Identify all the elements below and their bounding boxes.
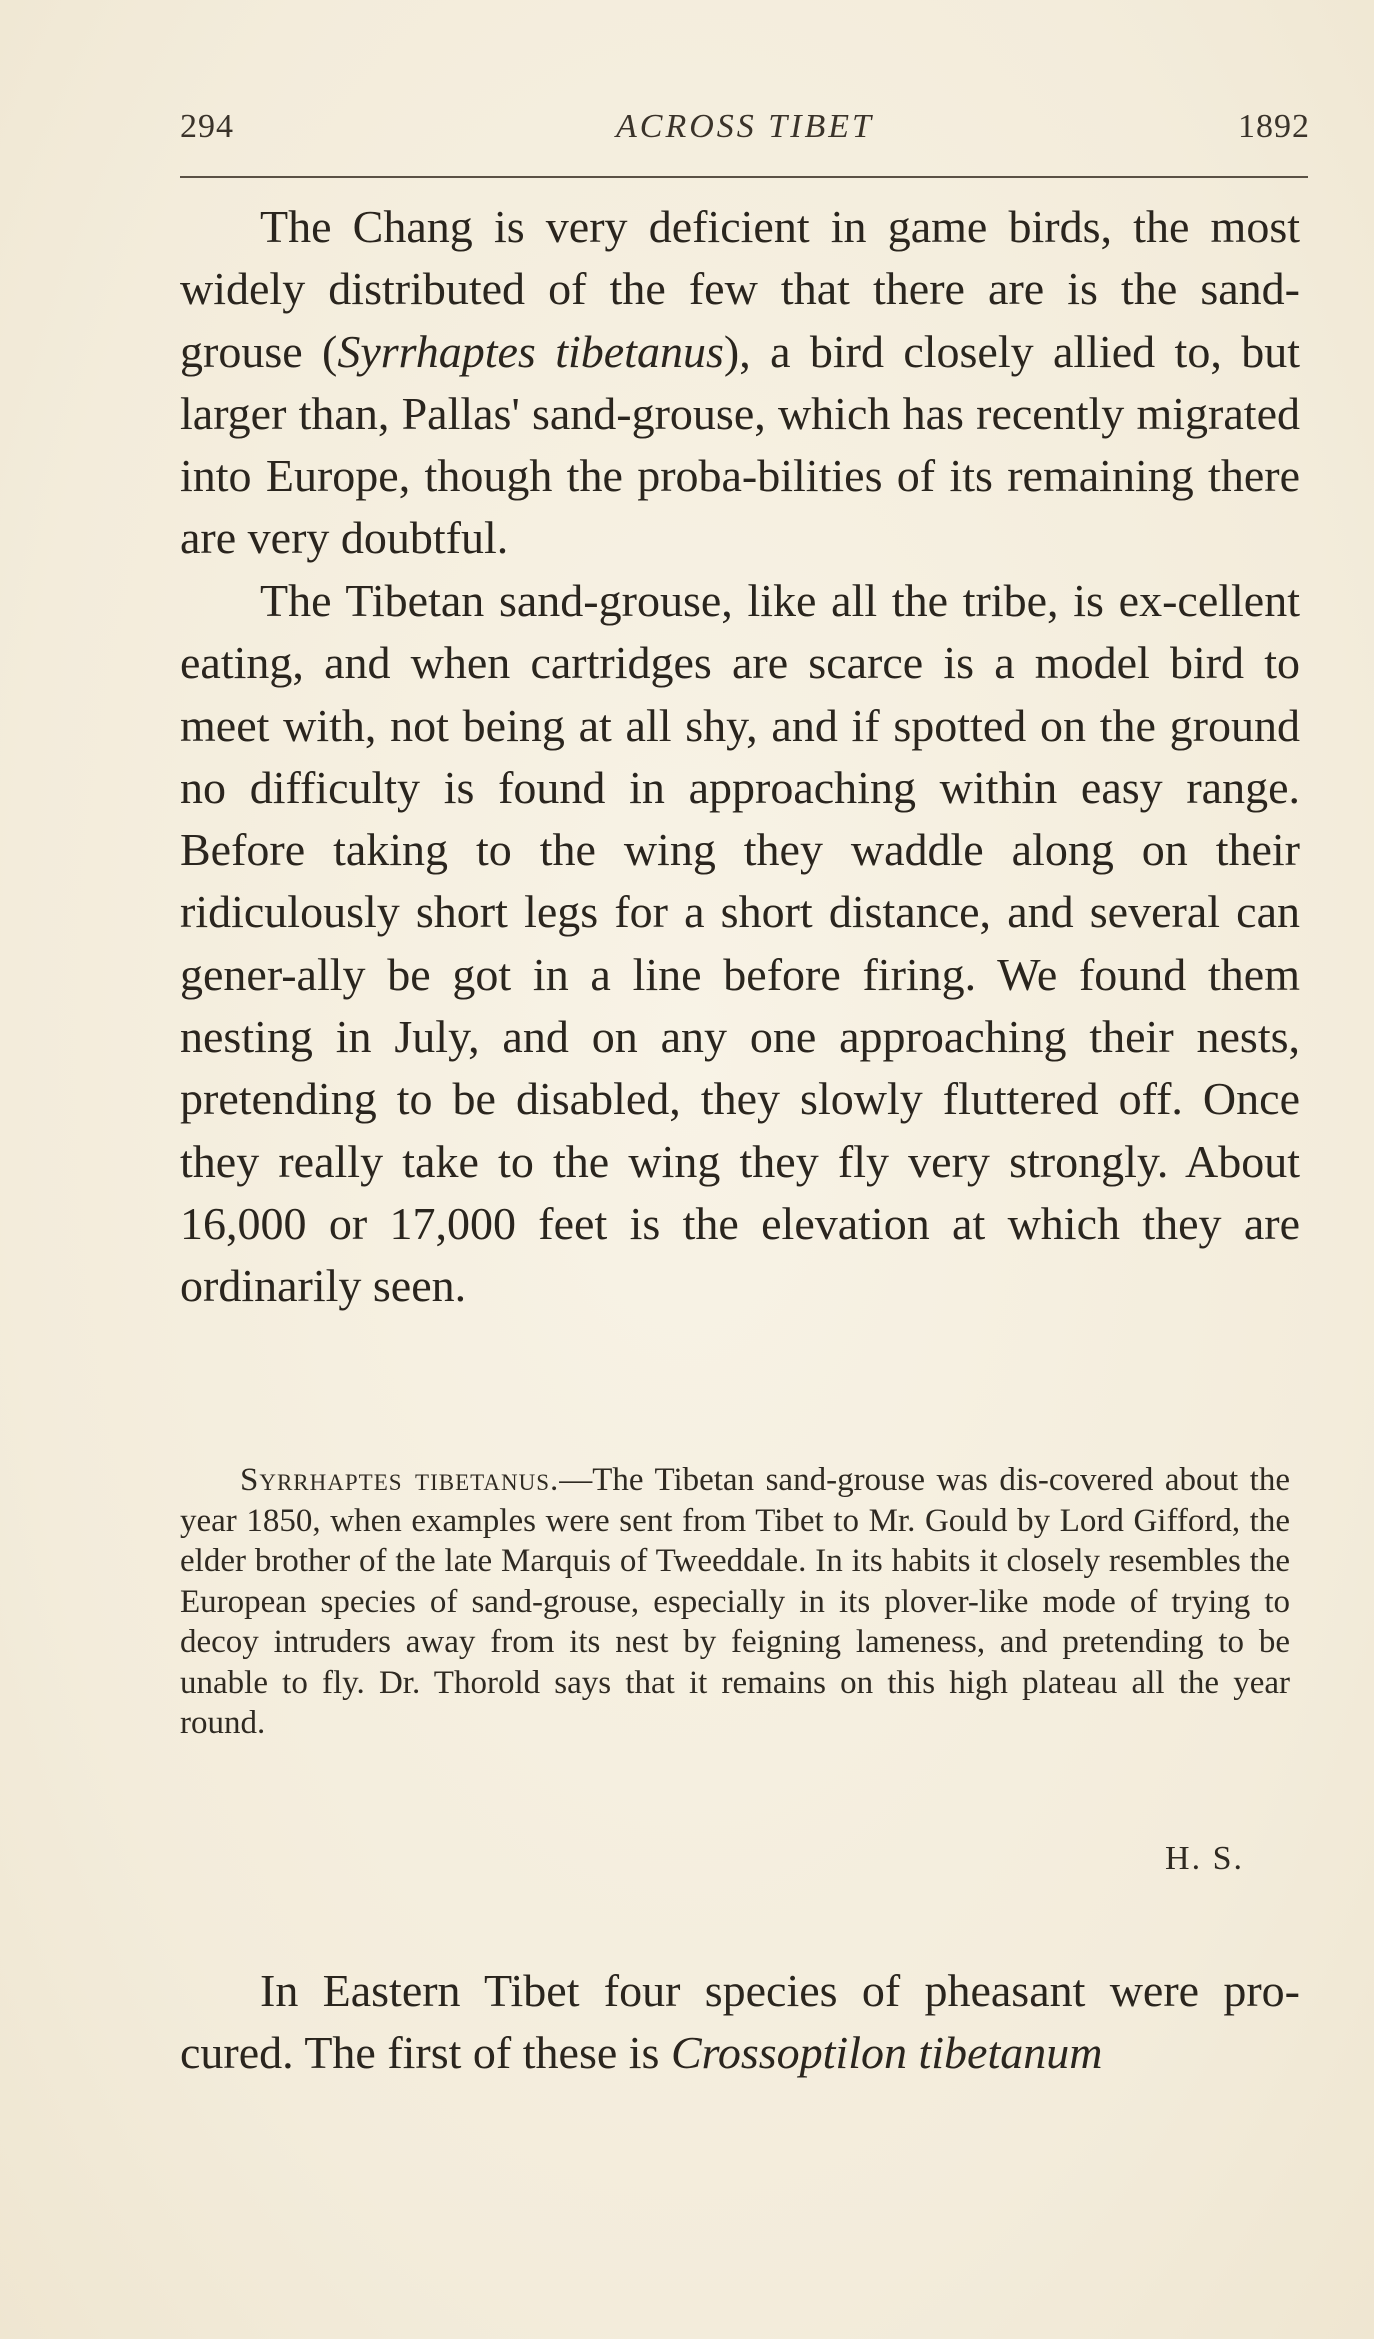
continuation-paragraph: [180, 1960, 1300, 2085]
continuation-text: In Eastern Tibet four species of pheasant were pro-cured. The first of these is: [180, 1965, 1300, 2079]
paragraph-1-text: The Chang is very deficient in game birds, the most widely distributed of the few that there are is the sand-grouse (: [180, 201, 1300, 377]
note-signature: H. S.: [1165, 1840, 1244, 1877]
paragraph-2-text: The Tibetan sand-grouse, like all the tribe, is ex-cellent eating, and when cartridges are scarce is a model bird to meet with, not being at all shy, and if spotted on the ground no difficulty is found in approaching within easy range. Before taking to the wing they waddle along on their ridiculously short legs for a short distance, and several can gener-ally be got in a line before firing. We found them nesting in July, and on any one approaching their nests, pretending to be disabled, they slowly fluttered off. Once they really take to the wing they fly very strongly. About 16,000 or 17,000 feet is the elevation at which they are ordinarily seen.: [180, 575, 1300, 1312]
running-title: ACROSS TIBET: [616, 108, 874, 145]
note-text: —The Tibetan sand-grouse was dis-covered about the year 1850, when examples were sent from Tibet to Mr. Gould by Lord Gifford, the elder brother of the late Marquis of Tweeddale. In its habits it closely resembles the European species of sand-grouse, especially in its plover-like mode of trying to decoy intruders away from its nest by feigning lameness, and pretending to be unable to fly. Dr. Thorold says that it remains on this high plateau all the year round.: [180, 1462, 1290, 1741]
editor-note: [180, 1460, 1290, 1744]
continuation-italic: Crossoptilon tibetanum: [670, 2027, 1103, 2079]
paragraph-1: [180, 196, 1300, 570]
note-heading: Syrrhaptes tibetanus.: [240, 1462, 560, 1498]
header-rule: [180, 176, 1308, 178]
species-name-italic: Syrrhaptes tibetanus: [337, 325, 724, 377]
running-header: [180, 108, 1310, 152]
paragraph-2: [180, 570, 1300, 1318]
paragraph-1-end: ), a bird closely allied to, but larger than, Pallas' sand-grouse, which has recently migrated into Europe, though the proba-bilities of its remaining there are very doubtful.: [180, 325, 1300, 564]
header-year: 1892: [1238, 108, 1310, 145]
page-number: 294: [180, 108, 234, 145]
